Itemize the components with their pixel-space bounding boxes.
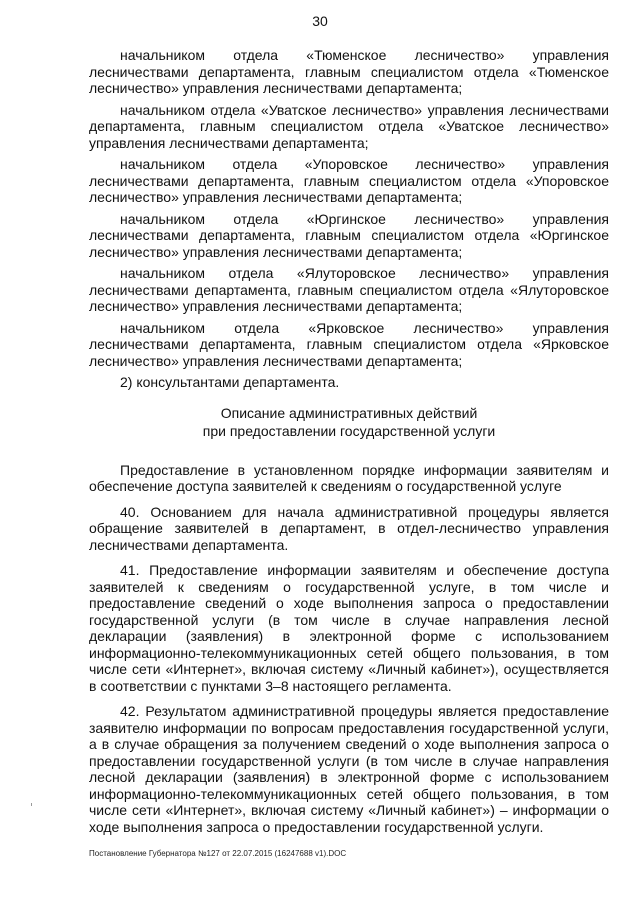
paragraph-yurginskoe: начальником отдела «Юргинское лесничество» управления лесничествами департамента, главным специалистом отдела «Юргинское лесничество» управления лесничествами департамента; [89,210,609,260]
subsection-title: Предоставление в установленном порядке информации заявителям и обеспечение доступа заявителей к сведениям о государственной услуге [89,461,609,494]
clause-42: 42. Результатом административной процедуры является предоставление заявителю информации по вопросам предоставления государственной услуги, а в случае обращения за получением сведений о ходе выполнения запроса о предоставлении государственной услуги (в том числе в случае направления лесной декларации (заявления) в электронной форме с использованием информационно-телекоммуникационных сетей общего пользования, в том числе сети «Интернет», включая систему «Личный кабинет») – информации о ходе выполнения запроса о предоставлении государственной услуги. [89,703,609,835]
paragraph-tyumen: начальником отдела «Тюменское лесничество» управления лесничествами департамента, главным специалистом отдела «Тюменское лесничество» управления лесничествами департамента; [89,47,609,96]
paragraph-yalutorovsk: начальником отдела «Ялуторовское лесничество» управления лесничествами департамента, главным специалистом отдела «Ялуторовское лесничество» управления лесничествами департамента; [89,265,609,314]
paragraph-uvat: начальником отдела «Уватское лесничество» управления лесничествами департамента, главным специалистом отдела «Уватское лесничество» управления лесничествами департамента; [89,101,609,151]
paragraph-uporovo: начальником отдела «Упоровское лесничество» управления лесничествами департамента, главным специалистом отдела «Упоровское лесничество» управления лесничествами департамента; [89,156,609,205]
page-number: 30 [312,13,328,29]
document-footer: Постановление Губернатора №127 от 22.07.2015 (16247688 v1).DOC [89,849,347,858]
paragraph-consultants: 2) консультантами департамента. [120,374,340,390]
clause-41: 41. Предоставление информации заявителям и обеспечение доступа заявителей к сведениям о государственной услуге, в том числе и предоставление сведений о ходе выполнения запроса о предоставлении государственной услуги (в том числе в случае направления лесной декларации (заявления) в электронной форме с использованием информационно-телекоммуникационных сетей общего пользования, в том числе сети «Интернет», включая систему «Личный кабинет»), осуществляется в соответствии с пунктами 3–8 настоящего регламента. [89,562,609,694]
margin-mark [31,803,32,806]
clause-40: 40. Основанием для начала административной процедуры является обращение заявителей в департамент, в отдел-лесничество управления лесничествами департамента. [89,503,609,553]
section-heading-line-1: Описание административных действий [220,404,478,421]
section-heading [89,404,609,440]
document-body [89,47,609,840]
paragraph-yarkovo: начальником отдела «Ярковское лесничество» управления лесничествами департамента, главным специалистом отдела «Ярковское лесничество» управления лесничествами департамента; [89,319,609,369]
section-heading-line-2: при предоставлении государственной услуги [202,422,496,439]
